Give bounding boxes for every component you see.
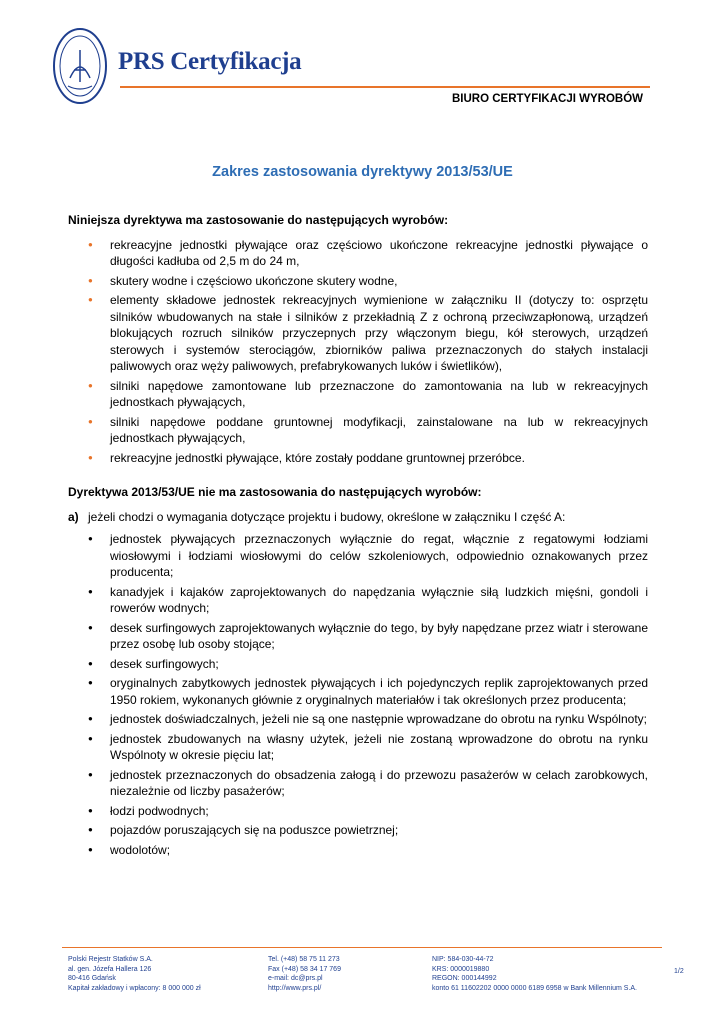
list-item: ● rekreacyjne jednostki pływające, które zostały poddane gruntownej przeróbce.	[68, 450, 648, 467]
footer-contact	[268, 955, 341, 993]
list-item: ● desek surfingowych zaprojektowanych wyłącznie do tego, by były napędzane przez wiatr i sterowane przez osobę lub osoby stojące;	[68, 620, 648, 653]
list-item: ● jednostek zbudowanych na własny użytek, jeżeli nie zostaną wprowadzone do obrotu na rynku Wspólnoty w okresie pięciu lat;	[68, 731, 648, 764]
footer-email-link[interactable]: e-mail: dc@prs.pl	[268, 975, 323, 982]
footer-line: Fax (+48) 58 34 17 769	[268, 965, 341, 973]
footer-address	[68, 955, 201, 993]
applies-list	[68, 237, 648, 467]
footer-line: konto 61 11602202 0000 0000 6189 6958 w Bank Millennium S.A.	[432, 984, 637, 992]
list-item: ● jednostek pływających przeznaczonych wyłącznie do regat, włącznie z regatowymi łodziami wiosłowymi i łodziami wiosłowymi do celów szkoleniowych, odpowiednio oznakowanych przez producenta;	[68, 531, 648, 581]
list-item: ● oryginalnych zabytkowych jednostek pływających i ich pojedynczych replik zaprojektowanych przed 1950 rokiem, wykonanych głównie z oryginalnych materiałów i tak określonych przez producenta;	[68, 675, 648, 708]
footer-line: REGON: 000144992	[432, 975, 497, 982]
sub-clause-text: jeżeli chodzi o wymagania dotyczące projektu i budowy, określone w załączniku I część A:	[88, 509, 566, 524]
footer-line: Polski Rejestr Statków S.A.	[68, 956, 153, 963]
excluded-heading: Dyrektywa 2013/53/UE nie ma zastosowania do następujących wyrobów:	[68, 485, 482, 499]
footer-registration	[432, 955, 637, 993]
footer-line: NIP: 584-030-44-72	[432, 956, 494, 963]
footer-line: al. gen. Józefa Hallera 126	[68, 965, 152, 973]
footer-line: KRS: 0000019880	[432, 965, 490, 973]
list-item: ● kanadyjek i kajaków zaprojektowanych do napędzania wyłącznie siłą ludzkich mięśni, gondoli i rowerów wodnych;	[68, 584, 648, 617]
list-item: ● rekreacyjne jednostki pływające oraz częściowo ukończone rekreacyjne jednostki pływające o długości kadłuba od 2,5 m do 24 m,	[68, 237, 648, 270]
applies-heading: Niniejsza dyrektywa ma zastosowanie do następujących wyrobów:	[68, 213, 449, 227]
list-item: ● silniki napędowe poddane gruntownej modyfikacji, zainstalowane na lub w rekreacyjnych jednostkach pływających,	[68, 414, 648, 447]
excluded-list	[68, 531, 648, 858]
list-item: ● silniki napędowe zamontowane lub przeznaczone do zamontowania na lub w rekreacyjnych jednostkach pływających,	[68, 378, 648, 411]
list-item: ● skutery wodne i częściowo ukończone skutery wodne,	[68, 273, 648, 290]
sub-clause-a	[68, 509, 648, 526]
brand-name: PRS Certyfikacja	[118, 48, 302, 75]
department-label: BIURO CERTYFIKACJI WYROBÓW	[451, 93, 643, 105]
footer-line: Kapitał zakładowy i wpłacony: 8 000 000 zł	[68, 984, 201, 992]
list-item: ● jednostek przeznaczonych do obsadzenia załogą i do przewozu pasażerów w celach zarobkowych, niezależnie od liczby pasażerów;	[68, 767, 648, 800]
footer-line: Tel. (+48) 58 75 11 273	[268, 956, 340, 963]
sub-clause-label: a)	[68, 509, 79, 524]
document-body	[68, 212, 648, 858]
prs-seal-icon	[52, 26, 108, 106]
list-item: ● pojazdów poruszających się na poduszce powietrznej;	[68, 822, 648, 839]
list-item: ● elementy składowe jednostek rekreacyjnych wymienione w załączniku II (dotyczy to: osprzętu silników wbudowanych na stałe i silników z przekładnią Z z ochroną przeciwzapłonową, urządzeń blokujących rozruch silników przyczepnych przy włączonym biegu, kół sterowych, urządzeń sterowych i systemów sterociągów, zbiorników paliwa przeznaczonych do stałych instalacji paliwowych oraz węży paliwowych, prefabrykowanych luków i świetlików),	[68, 292, 648, 375]
company-logo	[52, 26, 312, 106]
list-item: ● desek surfingowych;	[68, 656, 648, 673]
footer-website-link[interactable]: http://www.prs.pl/	[268, 984, 322, 992]
footer-line: 80-416 Gdańsk	[68, 975, 116, 982]
page-number: 1/2	[674, 968, 684, 975]
list-item: ● jednostek doświadczalnych, jeżeli nie są one następnie wprowadzane do obrotu na rynku Wspólnoty;	[68, 711, 648, 728]
footer-divider	[62, 947, 662, 948]
header-divider	[120, 86, 650, 88]
list-item: ● łodzi podwodnych;	[68, 803, 648, 820]
list-item: ● wodolotów;	[68, 842, 648, 859]
page-title: Zakres zastosowania dyrektywy 2013/53/UE	[212, 164, 513, 180]
